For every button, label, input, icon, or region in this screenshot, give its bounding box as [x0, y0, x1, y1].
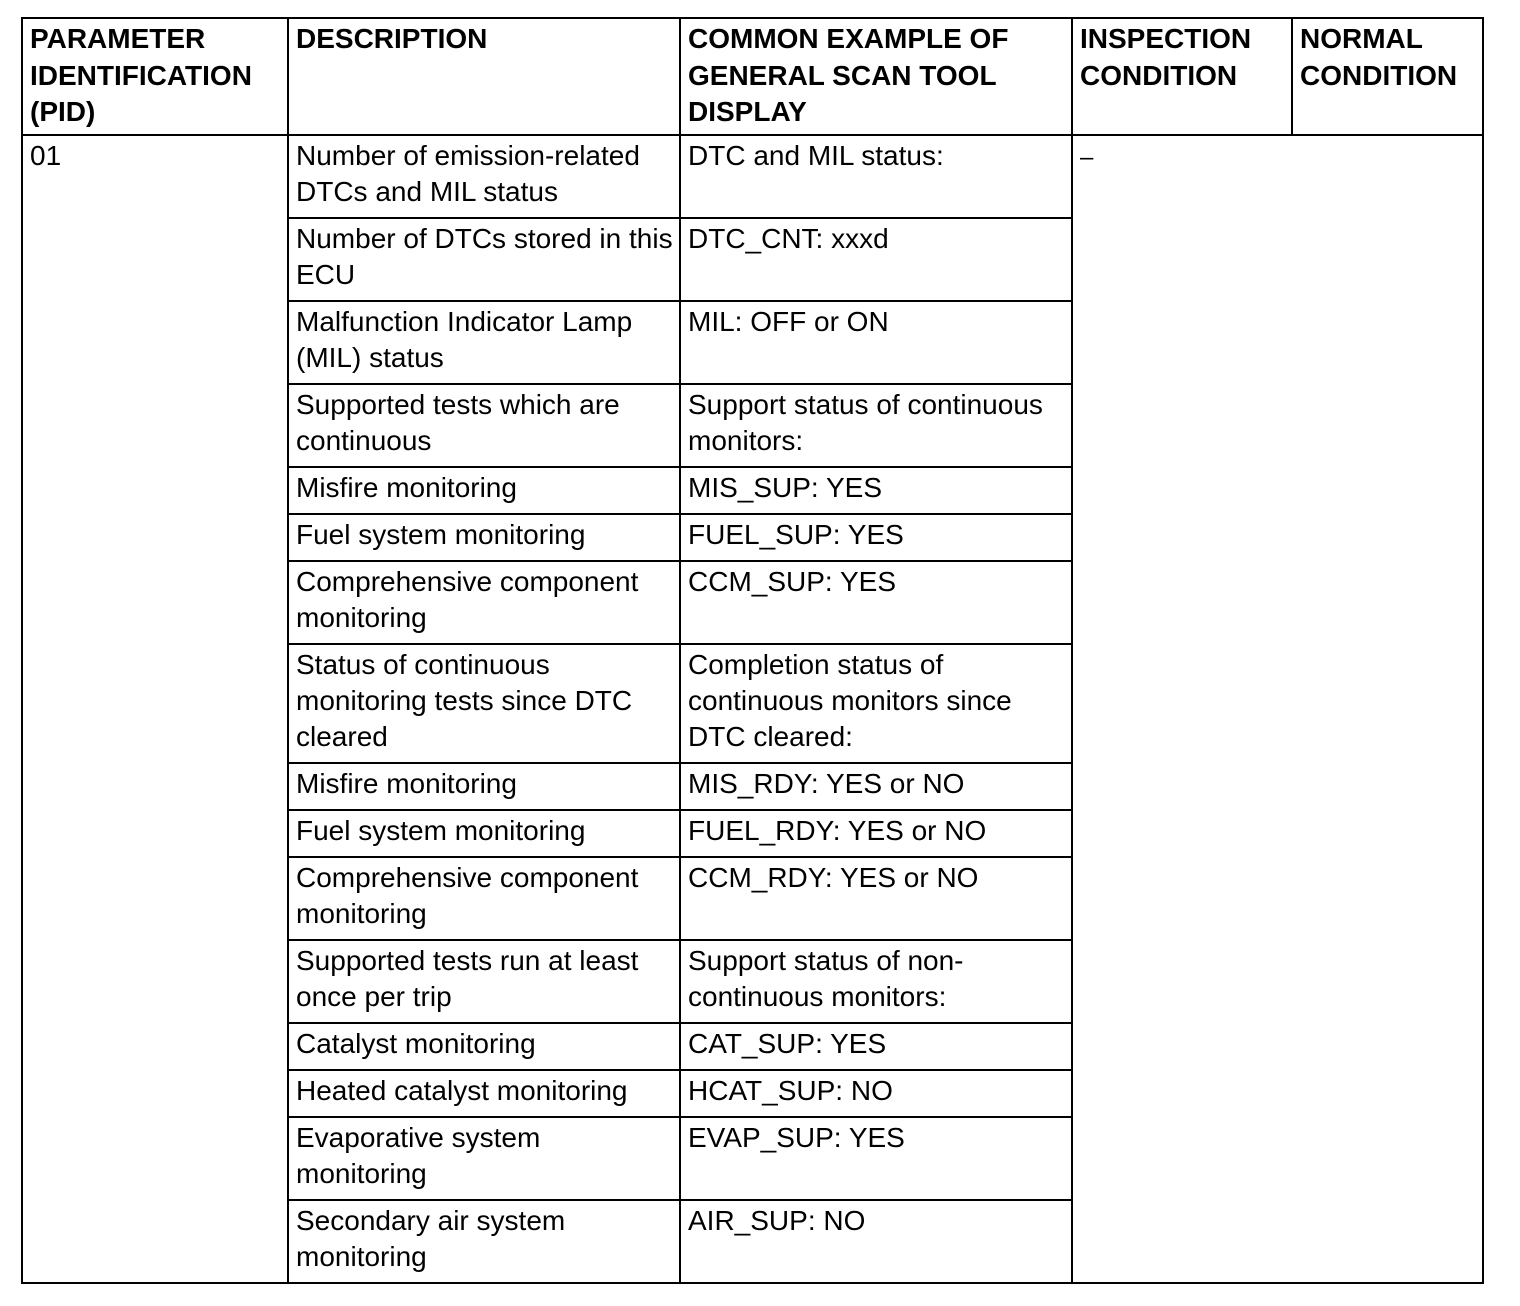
- inspection-normal-cell: [1072, 135, 1483, 1283]
- example-cell: MIL: OFF or ON: [680, 301, 1072, 384]
- description-cell: Fuel system monitoring: [288, 810, 680, 857]
- description-cell: Comprehensive component monitoring: [288, 561, 680, 644]
- example-cell: HCAT_SUP: NO: [680, 1070, 1072, 1117]
- example-cell: CCM_SUP: YES: [680, 561, 1072, 644]
- header-example: COMMON EXAMPLE OF GENERAL SCAN TOOL DISPLAY: [680, 18, 1072, 135]
- table-row: [22, 135, 1483, 218]
- example-cell: CCM_RDY: YES or NO: [680, 857, 1072, 940]
- description-cell: Supported tests run at least once per trip: [288, 940, 680, 1023]
- header-inspection: INSPECTION CONDITION: [1072, 18, 1292, 135]
- description-cell: Secondary air system monitoring: [288, 1200, 680, 1283]
- description-cell: Evaporative system monitoring: [288, 1117, 680, 1200]
- description-cell: Status of continuous monitoring tests since DTC cleared: [288, 644, 680, 763]
- header-normal: NORMAL CONDITION: [1292, 18, 1483, 135]
- description-cell: Catalyst monitoring: [288, 1023, 680, 1070]
- example-cell: Support status of non-continuous monitors:: [680, 940, 1072, 1023]
- example-cell: Completion status of continuous monitors since DTC cleared:: [680, 644, 1072, 763]
- example-cell: DTC_CNT: xxxd: [680, 218, 1072, 301]
- header-row: [22, 18, 1483, 135]
- description-cell: Number of emission-related DTCs and MIL status: [288, 135, 680, 218]
- example-cell: DTC and MIL status:: [680, 135, 1072, 218]
- example-cell: Support status of continuous monitors:: [680, 384, 1072, 467]
- example-cell: EVAP_SUP: YES: [680, 1117, 1072, 1200]
- description-cell: Comprehensive component monitoring: [288, 857, 680, 940]
- description-cell: Misfire monitoring: [288, 467, 680, 514]
- example-cell: MIS_SUP: YES: [680, 467, 1072, 514]
- description-cell: Number of DTCs stored in this ECU: [288, 218, 680, 301]
- description-cell: Misfire monitoring: [288, 763, 680, 810]
- example-cell: FUEL_SUP: YES: [680, 514, 1072, 561]
- pid-cell: 01: [22, 135, 288, 1283]
- header-pid: PARAMETER IDENTIFICATION (PID): [22, 18, 288, 135]
- header-description: DESCRIPTION: [288, 18, 680, 135]
- example-cell: AIR_SUP: NO: [680, 1200, 1072, 1283]
- pid-table: [21, 17, 1484, 1284]
- description-cell: Heated catalyst monitoring: [288, 1070, 680, 1117]
- description-cell: Fuel system monitoring: [288, 514, 680, 561]
- example-cell: MIS_RDY: YES or NO: [680, 763, 1072, 810]
- description-cell: Malfunction Indicator Lamp (MIL) status: [288, 301, 680, 384]
- example-cell: CAT_SUP: YES: [680, 1023, 1072, 1070]
- description-cell: Supported tests which are continuous: [288, 384, 680, 467]
- inspection-value: –: [1080, 144, 1094, 171]
- example-cell: FUEL_RDY: YES or NO: [680, 810, 1072, 857]
